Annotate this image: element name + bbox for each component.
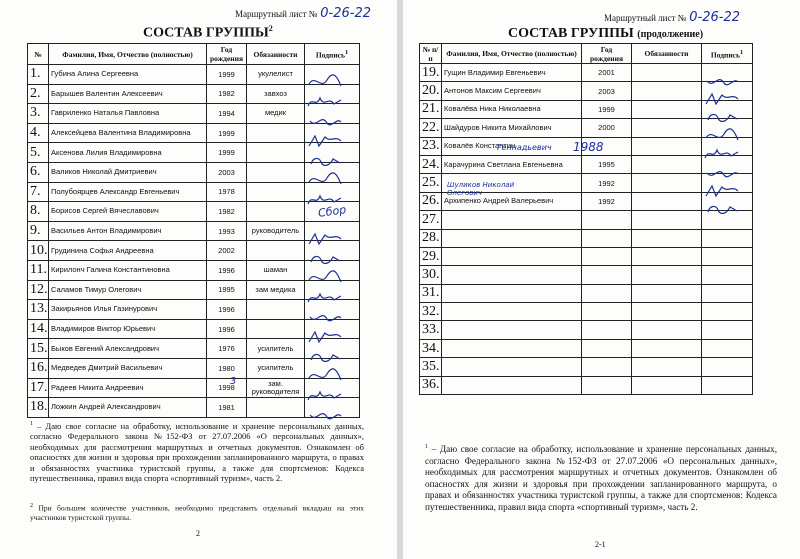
signature-scribble bbox=[307, 407, 343, 417]
birth-year: 1995 bbox=[207, 280, 247, 300]
signature-scribble bbox=[307, 290, 343, 300]
right-page bbox=[403, 0, 800, 559]
birth-year: 1994 bbox=[207, 104, 247, 124]
birth-year bbox=[582, 266, 632, 284]
table-row bbox=[420, 376, 753, 394]
row-number: 36. bbox=[420, 376, 442, 394]
signature-scribble bbox=[704, 183, 740, 192]
member-duty bbox=[247, 398, 305, 418]
signature-cell bbox=[702, 376, 753, 394]
member-name bbox=[442, 303, 582, 321]
member-duty bbox=[632, 100, 702, 118]
row-number: 27. bbox=[420, 211, 442, 229]
signature-scribble bbox=[307, 231, 343, 241]
birth-year bbox=[582, 284, 632, 302]
signature-scribble bbox=[307, 172, 343, 182]
member-duty: усилитель bbox=[247, 339, 305, 359]
row-number: 30. bbox=[420, 266, 442, 284]
member-duty: руководитель bbox=[247, 221, 305, 241]
row-number: 3. bbox=[28, 104, 49, 124]
signature-cell bbox=[702, 358, 753, 376]
signature-scribble bbox=[704, 201, 740, 210]
left-page bbox=[0, 0, 397, 559]
row-number: 9. bbox=[28, 221, 49, 241]
row-number: 1. bbox=[28, 65, 49, 85]
table-row bbox=[420, 339, 753, 357]
table-row bbox=[420, 155, 753, 173]
table-row bbox=[420, 229, 753, 247]
row-number: 20. bbox=[420, 82, 442, 100]
row-number: 14. bbox=[28, 319, 49, 339]
birth-year bbox=[582, 211, 632, 229]
group-table bbox=[27, 43, 360, 418]
route-sheet-label: Маршрутный лист № 0-26-22 bbox=[604, 10, 740, 25]
table-row bbox=[420, 358, 753, 376]
page-title: СОСТАВ ГРУППЫ$^2$ bbox=[143, 24, 273, 41]
member-duty bbox=[632, 266, 702, 284]
member-duty bbox=[247, 319, 305, 339]
page-number: 2-1 bbox=[595, 540, 606, 549]
table-row bbox=[420, 321, 753, 339]
table-row bbox=[420, 100, 753, 118]
member-name bbox=[442, 321, 582, 339]
col-header-sign: Подпись$^1$ bbox=[702, 44, 753, 64]
member-name bbox=[442, 339, 582, 357]
birth-year: 2003 bbox=[207, 162, 247, 182]
birth-year: 1999 bbox=[207, 123, 247, 143]
handwritten-signature-text: Сбор bbox=[317, 203, 347, 220]
member-duty bbox=[632, 137, 702, 155]
member-name: Губина Алина Сергеевна bbox=[49, 65, 207, 85]
handwritten-name: Шуликов Николай Олегович bbox=[447, 181, 515, 197]
member-duty bbox=[632, 339, 702, 357]
signature-scribble bbox=[307, 270, 343, 280]
birth-year: 1980 bbox=[207, 358, 247, 378]
birth-year bbox=[582, 247, 632, 265]
signature-scribble bbox=[307, 251, 343, 261]
member-duty bbox=[247, 162, 305, 182]
signature-cell bbox=[702, 284, 753, 302]
signature-scribble bbox=[704, 128, 740, 137]
footnote-extra-members: $^2$ При большем количестве участников, необходимо представить отдельный вкладыш на этих участников туристской группы. bbox=[30, 503, 364, 522]
birth-year: 1976 bbox=[207, 339, 247, 359]
member-duty bbox=[632, 376, 702, 394]
member-duty bbox=[632, 303, 702, 321]
footnote-consent: $^1$ – Даю свое согласие на обработку, использование и хранение персональных данных, согласно Федерального закона №152-ФЗ от 27.07.2006 «О персональных данных», необходимых для рассмотрения маршрутных и отчетных документов. Ознакомлен об опасностях для жизни и здоровья при прохождении запланированного маршрута, о правах и обязанностях участника туристской группы, а также для спортсменов: Кодекса путешественника, правил вида спорта «спортивный туризм», часть 2. bbox=[425, 444, 777, 512]
row-number: 11. bbox=[28, 260, 49, 280]
row-number: 28. bbox=[420, 229, 442, 247]
signature-scribble bbox=[307, 388, 343, 398]
member-name: Васильев Антон Владимирович bbox=[49, 221, 207, 241]
birth-year: 1995 bbox=[582, 155, 632, 173]
member-duty bbox=[247, 182, 305, 202]
row-number: 29. bbox=[420, 247, 442, 265]
member-name: Гавриленко Наталья Павловна bbox=[49, 104, 207, 124]
col-header-duty: Обязанности bbox=[247, 44, 305, 65]
col-header-sign: Подпись$^1$ bbox=[305, 44, 360, 65]
member-duty bbox=[632, 64, 702, 82]
signature-cell bbox=[702, 266, 753, 284]
birth-year bbox=[582, 229, 632, 247]
birth-year bbox=[582, 358, 632, 376]
member-duty: зам. руководителя bbox=[247, 378, 305, 398]
table-row bbox=[420, 303, 753, 321]
member-name: Закирьянов Илья Газинурович bbox=[49, 300, 207, 320]
signature-scribble bbox=[704, 73, 740, 82]
col-header-num: № п/п bbox=[420, 44, 442, 64]
row-number: 33. bbox=[420, 321, 442, 339]
table-row bbox=[420, 247, 753, 265]
row-number: 18. bbox=[28, 398, 49, 418]
row-number: 26. bbox=[420, 192, 442, 210]
birth-year: 1982 bbox=[207, 202, 247, 222]
table-row bbox=[420, 266, 753, 284]
signature-scribble bbox=[307, 368, 343, 378]
signature-cell bbox=[702, 247, 753, 265]
col-header-name: Фамилия, Имя, Отчество (полностью) bbox=[49, 44, 207, 65]
signature-scribble bbox=[704, 109, 740, 118]
signature-cell bbox=[702, 339, 753, 357]
row-number: 32. bbox=[420, 303, 442, 321]
row-number: 8. bbox=[28, 202, 49, 222]
row-number: 16. bbox=[28, 358, 49, 378]
member-name: Гущин Владимир Евгеньевич bbox=[442, 64, 582, 82]
row-number: 6. bbox=[28, 162, 49, 182]
row-number: 22. bbox=[420, 119, 442, 137]
birth-year: 1992 bbox=[582, 192, 632, 210]
row-number: 10. bbox=[28, 241, 49, 261]
row-number: 24. bbox=[420, 155, 442, 173]
row-number: 21. bbox=[420, 100, 442, 118]
row-number: 17. bbox=[28, 378, 49, 398]
member-duty bbox=[632, 192, 702, 210]
member-duty bbox=[247, 143, 305, 163]
member-name: Быков Евгений Александрович bbox=[49, 339, 207, 359]
row-number: 19. bbox=[420, 64, 442, 82]
signature-scribble bbox=[307, 329, 343, 339]
member-name: Карачурина Светлана Евгеньевна bbox=[442, 155, 582, 173]
signature-cell bbox=[702, 64, 753, 82]
signature-scribble bbox=[307, 133, 343, 143]
member-name: Радеев Никита Андреевич bbox=[49, 378, 207, 398]
table-row bbox=[420, 284, 753, 302]
signature-scribble bbox=[704, 165, 740, 174]
signature-cell bbox=[702, 229, 753, 247]
birth-year: 1982 bbox=[207, 84, 247, 104]
handwritten-patronymic: Геннадьевич bbox=[497, 143, 552, 152]
member-duty bbox=[632, 82, 702, 100]
table-row bbox=[28, 65, 360, 85]
birth-year: 1999 bbox=[207, 65, 247, 85]
member-duty bbox=[632, 321, 702, 339]
birth-year bbox=[582, 339, 632, 357]
row-number: 31. bbox=[420, 284, 442, 302]
birth-year: 1999 bbox=[582, 100, 632, 118]
member-name: Ковалёва Ника Николаевна bbox=[442, 100, 582, 118]
birth-year bbox=[582, 303, 632, 321]
birth-year: 1998 bbox=[207, 378, 247, 398]
handwritten-year: 1988 bbox=[573, 140, 604, 154]
member-duty bbox=[632, 174, 702, 192]
member-duty: усилитель bbox=[247, 358, 305, 378]
signature-scribble bbox=[307, 192, 343, 202]
member-name: Владимиров Виктор Юрьевич bbox=[49, 319, 207, 339]
row-number: 34. bbox=[420, 339, 442, 357]
col-header-num: № bbox=[28, 44, 49, 65]
member-name: Шайдуров Никита Михайлович bbox=[442, 119, 582, 137]
birth-year: 2001 bbox=[582, 64, 632, 82]
birth-year: 1996 bbox=[207, 300, 247, 320]
member-name: Архипенко Андрей Валерьевич bbox=[442, 192, 582, 210]
member-name: Грудинина Софья Андреевна bbox=[49, 241, 207, 261]
birth-year: 1992 bbox=[582, 174, 632, 192]
member-duty: завхоз bbox=[247, 84, 305, 104]
member-name: Ковалёв Константин bbox=[442, 137, 582, 155]
table-row bbox=[28, 221, 360, 241]
col-header-year: Год рождения bbox=[582, 44, 632, 64]
member-duty bbox=[247, 300, 305, 320]
birth-year: 1993 bbox=[207, 221, 247, 241]
signature-scribble bbox=[307, 94, 343, 104]
footnote-consent: $^1$ – Даю свое согласие на обработку, использование и хранение персональных данных, согласно Федерального закона №152-ФЗ от 27.07.2006 «О персональных данных», необходимых для рассмотрения маршрутных и отчетных документов. Ознакомлен об опасностях для жизни и здоровья при прохождении запланированного маршрута, о правах и обязанностях участника туристской группы, а также для спортсменов: Кодекса путешественника, правил вида спорта «спортивный туризм», часть 2. bbox=[30, 420, 364, 484]
handwritten-year-correction: 3 bbox=[230, 376, 237, 387]
member-duty bbox=[632, 247, 702, 265]
member-duty bbox=[632, 119, 702, 137]
member-duty: зам медика bbox=[247, 280, 305, 300]
member-name bbox=[442, 376, 582, 394]
member-duty bbox=[632, 284, 702, 302]
page-title: СОСТАВ ГРУППЫ (продолжение) bbox=[508, 26, 704, 41]
row-number: 35. bbox=[420, 358, 442, 376]
birth-year: 2000 bbox=[582, 119, 632, 137]
birth-year: 1978 bbox=[207, 182, 247, 202]
signature-cell bbox=[702, 321, 753, 339]
signature-scribble bbox=[307, 153, 343, 163]
col-header-duty: Обязанности bbox=[632, 44, 702, 64]
birth-year: 2003 bbox=[582, 82, 632, 100]
member-name bbox=[442, 211, 582, 229]
member-duty bbox=[247, 241, 305, 261]
member-duty bbox=[247, 123, 305, 143]
member-name bbox=[442, 229, 582, 247]
member-duty bbox=[632, 358, 702, 376]
member-name: Саламов Тимур Олегович bbox=[49, 280, 207, 300]
row-number: 4. bbox=[28, 123, 49, 143]
signature-scribble bbox=[307, 113, 343, 123]
member-duty: медик bbox=[247, 104, 305, 124]
route-sheet-number: 0-26-22 bbox=[320, 6, 371, 21]
birth-year bbox=[582, 376, 632, 394]
route-sheet-number: 0-26-22 bbox=[689, 10, 740, 25]
member-name bbox=[442, 266, 582, 284]
member-name: Кирилонч Галина Константиновна bbox=[49, 260, 207, 280]
row-number: 25. bbox=[420, 174, 442, 192]
member-name: Антонов Максим Сергеевич bbox=[442, 82, 582, 100]
row-number: 2. bbox=[28, 84, 49, 104]
route-sheet-label: Маршрутный лист № 0-26-22 bbox=[235, 6, 371, 21]
signature-scribble bbox=[307, 309, 343, 319]
member-name bbox=[442, 358, 582, 376]
row-number: 13. bbox=[28, 300, 49, 320]
member-duty bbox=[632, 229, 702, 247]
member-name: Ложкин Андрей Александрович bbox=[49, 398, 207, 418]
signature-scribble bbox=[704, 146, 740, 155]
col-header-name: Фамилия, Имя, Отчество (полностью) bbox=[442, 44, 582, 64]
member-name: Алексейцева Валентина Владимировна bbox=[49, 123, 207, 143]
signature-cell bbox=[305, 65, 360, 85]
row-number: 5. bbox=[28, 143, 49, 163]
birth-year: 1996 bbox=[207, 319, 247, 339]
birth-year: 1981 bbox=[207, 398, 247, 418]
member-name: Борисов Сергей Вячеславович bbox=[49, 202, 207, 222]
member-name: Аксенова Лилия Владимировна bbox=[49, 143, 207, 163]
member-duty bbox=[247, 202, 305, 222]
member-name bbox=[442, 247, 582, 265]
table-row bbox=[420, 119, 753, 137]
member-name: Валиков Николай Дмитриевич bbox=[49, 162, 207, 182]
signature-scribble bbox=[704, 91, 740, 100]
table-row bbox=[420, 82, 753, 100]
member-name: Медведев Дмитрий Васильевич bbox=[49, 358, 207, 378]
member-duty: шаман bbox=[247, 260, 305, 280]
group-table bbox=[419, 43, 753, 395]
col-header-year: Год рождения bbox=[207, 44, 247, 65]
row-number: 12. bbox=[28, 280, 49, 300]
member-duty: укулелист bbox=[247, 65, 305, 85]
signature-cell bbox=[702, 303, 753, 321]
member-name: Полубоярцев Александр Евгеньевич bbox=[49, 182, 207, 202]
row-number: 15. bbox=[28, 339, 49, 359]
birth-year: 1999 bbox=[207, 143, 247, 163]
signature-cell bbox=[305, 221, 360, 241]
table-row bbox=[420, 64, 753, 82]
birth-year bbox=[582, 321, 632, 339]
member-duty bbox=[632, 211, 702, 229]
page-number: 2 bbox=[196, 529, 200, 538]
signature-scribble bbox=[307, 74, 343, 84]
signature-scribble bbox=[307, 349, 343, 359]
row-number: 23. bbox=[420, 137, 442, 155]
member-name bbox=[442, 284, 582, 302]
table-row bbox=[420, 211, 753, 229]
member-duty bbox=[632, 155, 702, 173]
row-number: 7. bbox=[28, 182, 49, 202]
member-name: Барышев Валентин Алексеевич bbox=[49, 84, 207, 104]
birth-year: 1996 bbox=[207, 260, 247, 280]
birth-year: 2002 bbox=[207, 241, 247, 261]
